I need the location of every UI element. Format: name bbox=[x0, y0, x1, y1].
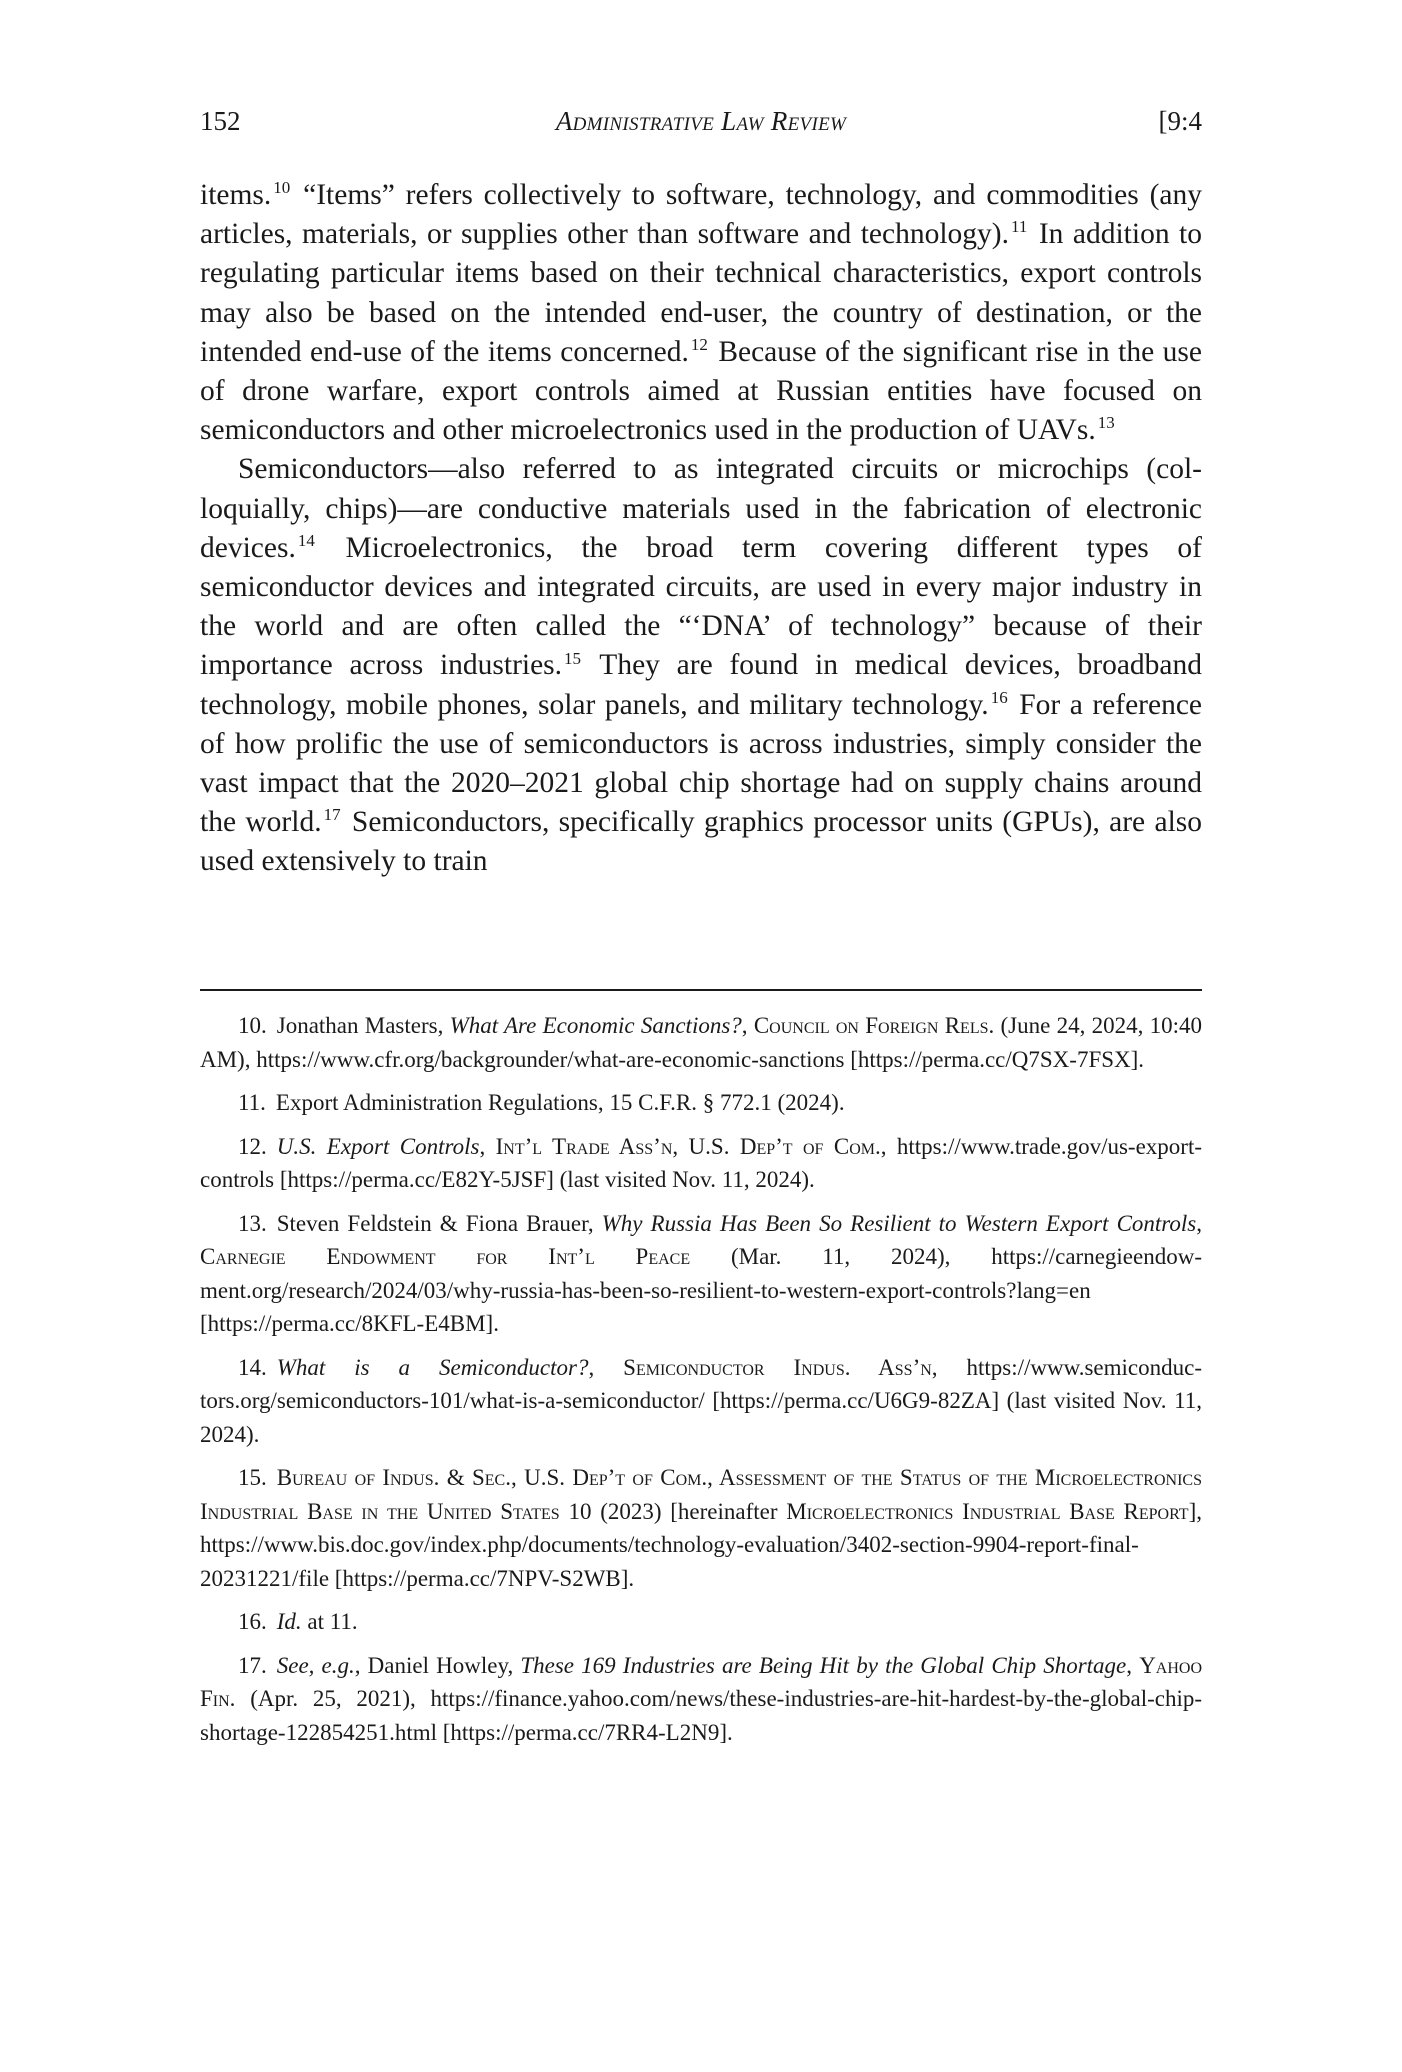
fn-source: Council on Foreign Rels. bbox=[753, 1013, 995, 1038]
fn-title: U.S. Export Controls bbox=[276, 1133, 480, 1159]
fn-source: Int’l Trade Ass’n, U.S. Dep’t of Com. bbox=[495, 1133, 881, 1159]
footnote-ref-14[interactable]: 14 bbox=[297, 531, 315, 550]
footnote-ref-12[interactable]: 12 bbox=[690, 334, 708, 354]
footnote-ref-15[interactable]: 15 bbox=[564, 648, 582, 668]
footnote-13: 13. Steven Feldstein & Fiona Brauer, Why Russia Has Been So Resilient to Western Export Controls, Carnegie Endowment for Int’l Peace (Mar. 11, 2024), https://carnegieendowment.org/research/2024/03/why-russia-has-been-so-resilient-to-western-export-controls?lang=en [https://perma.cc/8KFL-E4BM]. bbox=[200, 1210, 1202, 1336]
footnote-ref-11[interactable]: 11 bbox=[1010, 217, 1028, 237]
text-span: “Items” refers collectively to software, technology, and commodities (any articles, materials, or supplies other than software and technology). bbox=[200, 179, 1202, 251]
text-span: They are found in medical devices, broadband technology, mobile phones, solar panels, and military technology. bbox=[200, 649, 1203, 721]
fn-title: What is a Semiconductor? bbox=[276, 1354, 589, 1380]
fn-source: Yahoo Fin. bbox=[200, 1652, 1203, 1711]
fn-title: These 169 Industries are Being Hit by the Global Chip Shortage bbox=[520, 1652, 1127, 1678]
footnote-separator bbox=[200, 989, 1202, 991]
footnote-number: 13. bbox=[238, 1210, 267, 1236]
fn-short-title: Microelectronics Industrial Base Report bbox=[786, 1498, 1189, 1524]
footnote-number: 11. bbox=[238, 1090, 266, 1115]
journal-title: Administrative Law Review bbox=[555, 106, 847, 136]
footnote-number: 17. bbox=[238, 1652, 267, 1678]
fn-citation[interactable]: (Mar. 11, 2024), https://carnegieendowment.org/research/2024/03/why-russia-has-been-so-resilient-to-western-export-controls?lang=en [https://perma.cc/8KFL-E4BM]. bbox=[200, 1244, 1202, 1336]
fn-signal: See, e.g. bbox=[276, 1652, 355, 1678]
volume-indicator: [9:4 bbox=[1158, 106, 1202, 136]
fn-citation[interactable]: ], https://www.bis.doc.gov/index.php/documents/technology-evaluation/3402-section-9904-report-final-20231221/file [https://perma.cc/7NPV-S2WB]. bbox=[200, 1498, 1203, 1591]
running-header bbox=[200, 101, 1202, 141]
fn-title: What Are Economic Sanctions? bbox=[449, 1013, 742, 1038]
footnote-number: 12. bbox=[238, 1133, 267, 1159]
fn-citation[interactable]: (Apr. 25, 2021), https://finance.yahoo.com/news/these-industries-are-hit-hardest-by-the-global-chip-shortage-122854251.html [https://perma.cc/7RR4-L2N9]. bbox=[200, 1686, 1203, 1745]
fn-source: Semiconductor Indus. Ass’n bbox=[623, 1354, 932, 1380]
text-span: items. bbox=[200, 179, 272, 211]
fn-citation[interactable]: , https://www.trade.gov/us-export-controls [https://perma.cc/E82Y-5JSF] (last visited Nov. 11, 2024). bbox=[200, 1133, 1203, 1192]
fn-title: Why Russia Has Been So Resilient to Western Export Controls bbox=[601, 1210, 1197, 1236]
fn-citation[interactable]: (June 24, 2024, 10:40 AM), https://www.cfr.org/backgrounder/what-are-economic-sanctions [https://perma.cc/Q7SX-7FSX]. bbox=[200, 1013, 1203, 1072]
text-span: Semiconductors, specifically graphics processor units (GPUs), are also used extensively to train bbox=[200, 806, 1202, 878]
text-span: Semiconductors—also referred to as integrated circuits or microchips (colloquially, chips)—are conductive materials used in the fabrication of electronic devices. bbox=[200, 453, 1202, 564]
paragraph-2 bbox=[200, 450, 1202, 881]
fn-id-signal: Id. bbox=[276, 1609, 302, 1634]
footnote-14: 14. What is a Semiconductor?, Semiconductor Indus. Ass’n, https://www.semiconductors.org/semiconductors-101/what-is-a-semiconductor/ [https://perma.cc/U6G9-82ZA] (last visited Nov. 11, 2024). bbox=[200, 1354, 1203, 1447]
page-number: 152 bbox=[200, 106, 241, 136]
footnote-ref-17[interactable]: 17 bbox=[323, 805, 341, 825]
footnote-number: 10. bbox=[238, 1013, 267, 1038]
footnote-17: 17. See, e.g., Daniel Howley, These 169 Industries are Being Hit by the Global Chip Shortage, Yahoo Fin. (Apr. 25, 2021), https://finance.yahoo.com/news/these-industries-are-hit-hardest-by-the-global-chip-shortage-122854251.html [https://perma.cc/7RR4-L2N9]. bbox=[200, 1652, 1203, 1745]
fn-citation[interactable]: , https://www.semiconductors.org/semiconductors-101/what-is-a-semiconductor/ [https://perma.cc/U6G9-82ZA] (last visited Nov. 11, 2024). bbox=[200, 1354, 1203, 1447]
footnote-number: 15. bbox=[238, 1465, 267, 1490]
fn-citation: 10 (2023) [hereinafter bbox=[568, 1498, 778, 1524]
footnote-number: 14. bbox=[238, 1354, 267, 1380]
footnote-ref-16[interactable]: 16 bbox=[990, 687, 1008, 707]
footnote-16 bbox=[200, 1605, 1202, 1639]
text-span: In addition to regulating particular items based on their technical characteristics, export controls may also be based on the intended end-user, the country of destination, or the intended end-use of the items concerned. bbox=[200, 218, 1203, 368]
footnote-10: 10. Jonathan Masters, What Are Economic Sanctions?, Council on Foreign Rels. (June 24, 2024, 10:40 AM), https://www.cfr.org/backgrounder/what-are-economic-sanctions [https://perma.cc/Q7SX-7FSX]. bbox=[200, 1013, 1203, 1072]
fn-author: Jonathan Masters, bbox=[276, 1013, 444, 1038]
text-span: For a reference of how prolific the use of semiconductors is across industries, simply consider the vast impact that the 2020–2021 global chip shortage had on supply chains around the world. bbox=[200, 688, 1203, 839]
footnote-11 bbox=[200, 1086, 1202, 1120]
text-span: Because of the significant rise in the use of drone warfare, export controls aimed at Russian entities have focused on semiconductors and other microelectronics used in the production of UAVs. bbox=[200, 335, 1202, 447]
footnote-12: 12. U.S. Export Controls, Int’l Trade Ass’n, U.S. Dep’t of Com., https://www.trade.gov/us-export-controls [https://perma.cc/E82Y-5JSF] (last visited Nov. 11, 2024). bbox=[200, 1133, 1203, 1192]
fn-citation: Export Administration Regulations, 15 C.F.R. § 772.1 (2024). bbox=[275, 1090, 845, 1115]
main-text bbox=[200, 176, 1202, 882]
text-span: Microelectronics, the broad term covering different types of semiconductor devices and integrated circuits, are used in every major industry in the world and are often called the “‘DNA’ of technology” because of their importance across industries. bbox=[200, 531, 1202, 682]
fn-citation: at 11. bbox=[307, 1609, 358, 1634]
fn-author: Steven Feldstein & Fiona Brauer, bbox=[276, 1210, 594, 1236]
footnotes bbox=[200, 1009, 1202, 1759]
fn-source: Bureau of Indus. & Sec., U.S. Dep’t of Com., Assessment of the Status of the Microelectronics Industrial Base in the United States bbox=[200, 1465, 1202, 1524]
footnote-number: 16. bbox=[238, 1609, 267, 1634]
fn-source: Carnegie Endowment for Int’l Peace bbox=[200, 1244, 691, 1269]
paragraph-1 bbox=[200, 176, 1202, 450]
footnote-ref-10[interactable]: 10 bbox=[273, 178, 291, 198]
fn-author: , Daniel Howley, bbox=[354, 1652, 514, 1678]
footnote-15 bbox=[200, 1461, 1202, 1595]
footnote-ref-13[interactable]: 13 bbox=[1097, 413, 1115, 433]
